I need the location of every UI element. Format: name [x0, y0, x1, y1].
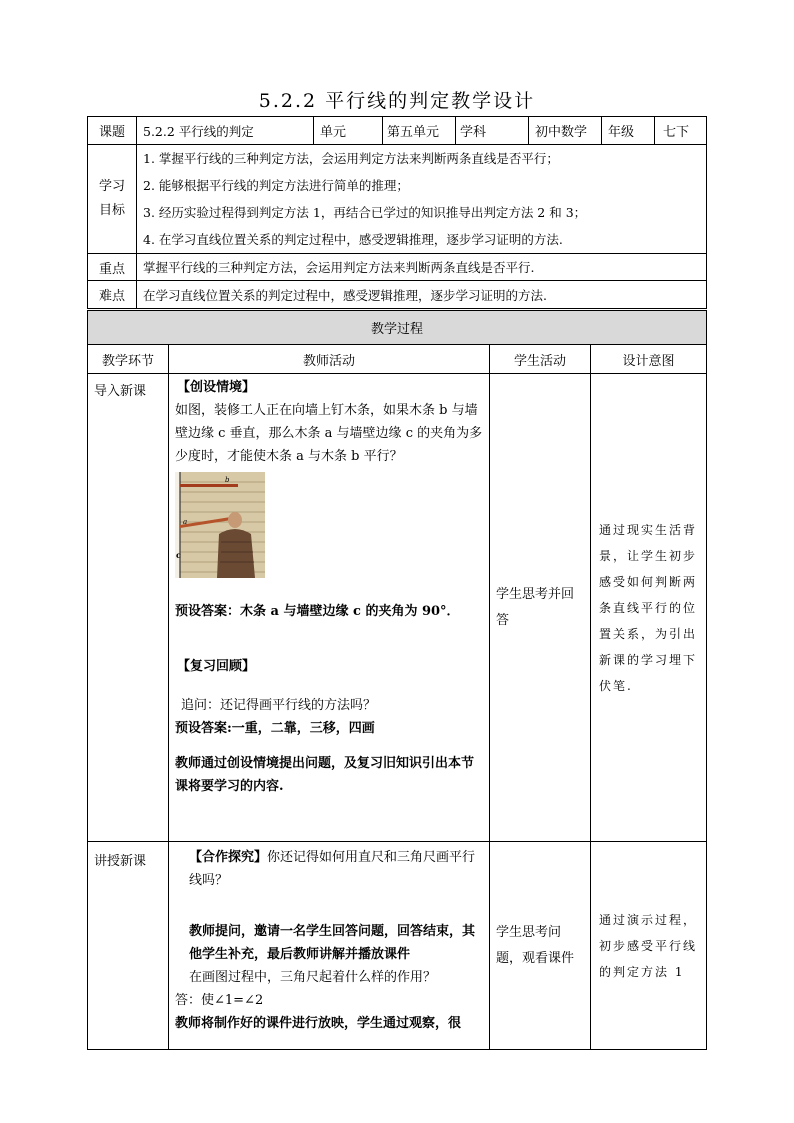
unit-value: 第五单元 [383, 117, 456, 145]
stage-cell: 讲授新课 [88, 842, 169, 1050]
inquiry-question: 你还记得如何用直尺和三角尺画平行线吗？ [189, 850, 476, 888]
teacher-activity-cell [169, 842, 490, 1050]
stage-cell: 导入新课 [88, 374, 169, 842]
figure-label-a: a [183, 518, 188, 526]
worker-nailing-photo [175, 472, 265, 578]
difficulty-label: 难点 [88, 281, 137, 309]
answer-text: 答：使∠1=∠2 [175, 993, 264, 1008]
inquiry-text [169, 846, 489, 892]
teacher-prompt: 教师提问，邀请一名学生回答问题，回答结束，其他学生补充，最后教师讲解并播放课件 [189, 924, 476, 962]
objective-item: 4. 在学习直线位置关系的判定过程中，感受逻辑推理，逐步学习证明的方法. [143, 232, 563, 247]
scenario-text: 如图，装修工人正在向墙上钉木条，如果木条 b 与墙壁边缘 c 垂直，那么木条 a 与墙壁边缘 c 的夹角为多少度时，才能使木条 a 与木条 b 平行？ [175, 403, 483, 464]
key-point-text: 掌握平行线的三种判定方法，会运用判定方法来判断两条直线是否平行. [137, 254, 707, 281]
preset-answer: 预设答案：木条 a 与墙壁边缘 c 的夹角为 90°． [175, 604, 460, 619]
teacher-activity-cell [169, 374, 490, 842]
objective-item: 3. 经历实验过程得到判定方法 1，再结合已学过的知识推导出判定方法 2 和 3； [143, 205, 587, 220]
subject-value: 初中数学 [529, 117, 602, 145]
column-header-student: 学生活动 [490, 345, 591, 374]
section-heading: 【复习回顾】 [177, 659, 256, 674]
column-header-stage: 教学环节 [88, 345, 169, 374]
objective-item: 1. 掌握平行线的三种判定方法，会运用判定方法来判断两条直线是否平行； [143, 151, 559, 166]
key-point-label: 重点 [88, 254, 137, 281]
grade-label: 年级 [602, 117, 655, 145]
follow-up-question: 追问：还记得画平行线的方法吗？ [181, 698, 377, 713]
unit-label: 单元 [314, 117, 383, 145]
process-table [87, 310, 707, 1050]
objective-item: 2. 能够根据平行线的判定方法进行简单的推理； [143, 178, 409, 193]
student-activity-cell: 学生思考并回答 [490, 374, 591, 842]
objectives-label-line1: 学习 [98, 179, 125, 194]
lesson-info-table [87, 116, 707, 309]
topic-label: 课题 [88, 117, 137, 145]
design-intent-cell: 通过演示过程，初步感受平行线的判定方法 1 [591, 842, 707, 1050]
student-activity-cell: 学生思考问题，观看课件 [490, 842, 591, 1050]
objectives-list [137, 145, 707, 254]
column-header-intent: 设计意图 [591, 345, 707, 374]
section-heading: 【合作探究】 [189, 850, 268, 865]
figure-label-b: b [225, 476, 230, 484]
process-heading: 教学过程 [88, 311, 707, 345]
subject-label: 学科 [456, 117, 529, 145]
figure-label-c: c [176, 550, 181, 560]
objectives-label [88, 145, 137, 254]
topic-value: 5.2.2 平行线的判定 [137, 117, 314, 145]
grade-value: 七下 [655, 117, 707, 145]
summary-text: 教师通过创设情境提出问题，及复习旧知识引出本节课将要学习的内容. [175, 756, 475, 794]
column-header-teacher: 教师活动 [169, 345, 490, 374]
difficulty-text: 在学习直线位置关系的判定过程中，感受逻辑推理，逐步学习证明的方法. [137, 281, 707, 309]
drawing-question: 在画图过程中，三角尺起着什么样的作用？ [189, 970, 437, 985]
preset-answer: 预设答案:一重，二靠，三移，四画 [175, 721, 375, 736]
page-title: 5.2.2 平行线的判定教学设计 [258, 90, 536, 112]
section-heading: 【创设情境】 [177, 380, 256, 395]
objectives-label-line2: 目标 [98, 203, 125, 218]
design-intent-cell: 通过现实生活背景，让学生初步感受如何判断两条直线平行的位置关系，为引出新课的学习埋下伏笔. [591, 374, 707, 842]
courseware-text: 教师将制作好的课件进行放映，学生通过观察，很 [175, 1016, 462, 1031]
